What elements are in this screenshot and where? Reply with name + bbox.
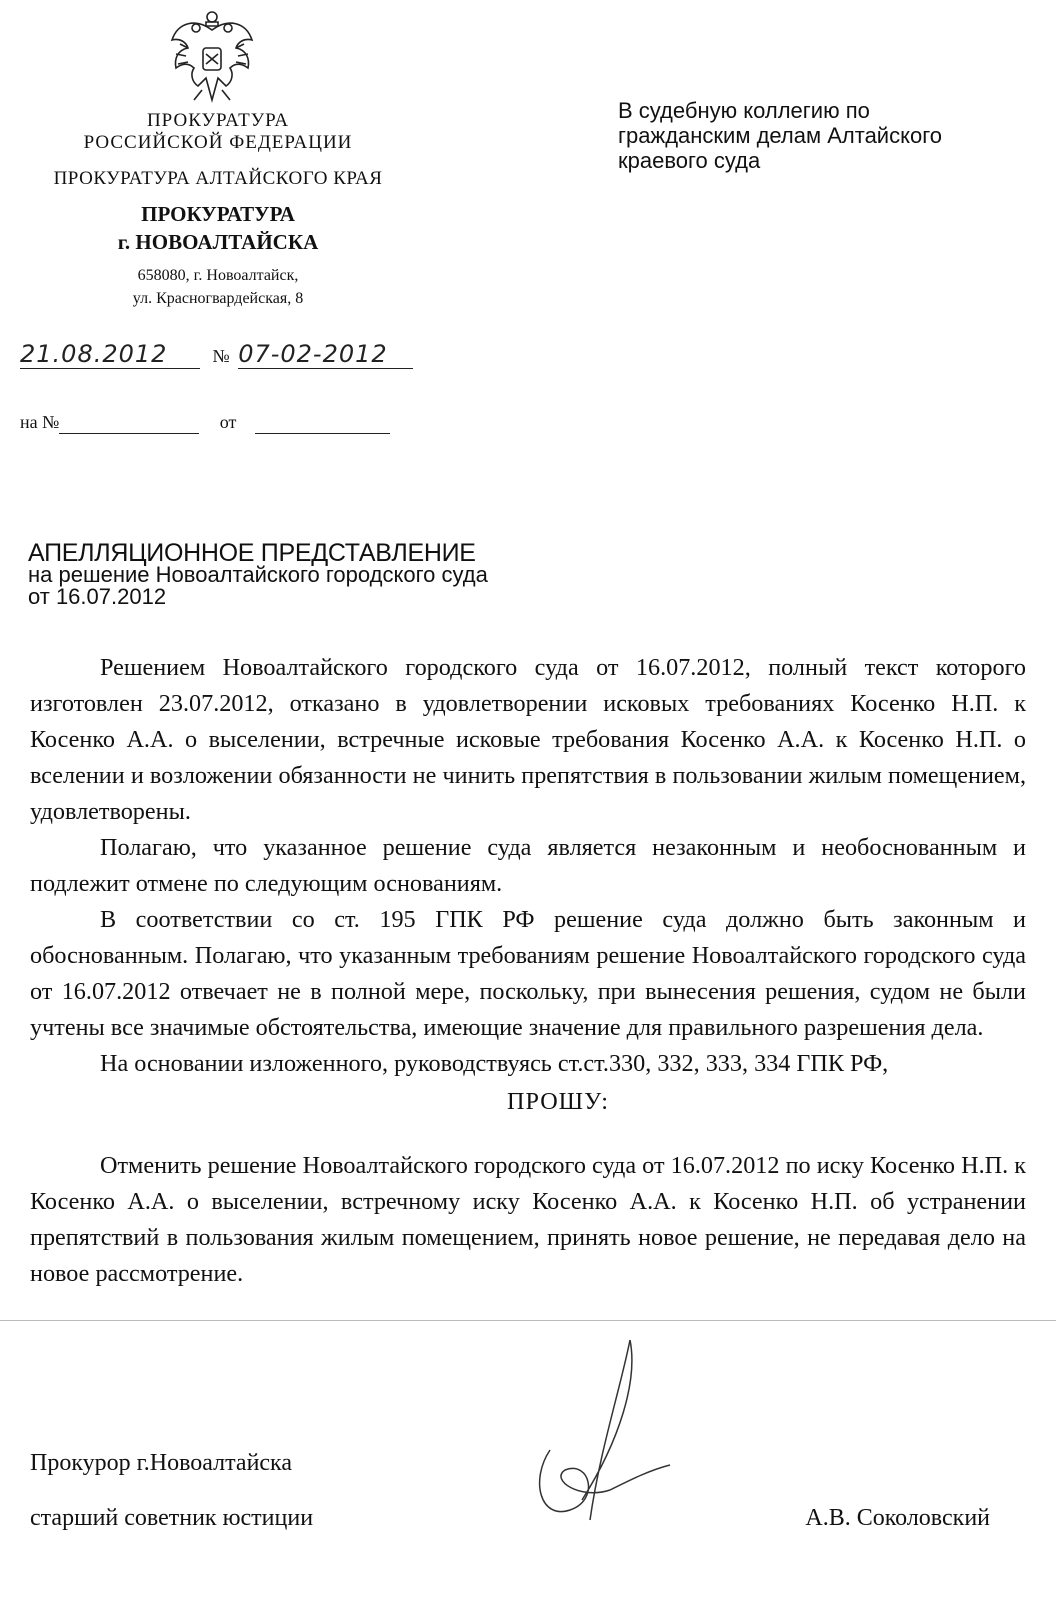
local-line-2: г. НОВОАЛТАЙСКА [117,230,319,254]
body-paragraph-3: В соответствии со ст. 195 ГПК РФ решение суда должно быть законным и обоснованным. Полагаю, что указанным требованиям решение Новоалтайского городского суда от 16.07.2012 отвечает не в полной мере, поскольку, при вынесения решения, судом не были учтены все значимые обстоятельства, имеющие значение для правильного разрешения дела. [30,906,1026,1041]
ref-number-label: на № [20,412,60,432]
org-line-1: ПРОКУРАТУРА [146,110,290,131]
signer-position-2: старший советник юстиции [30,1505,314,1531]
body-paragraph-5: Отменить решение Новоалтайского городского суда от 16.07.2012 по иску Косенко Н.П. к Косенко А.А. о выселении, встречному иску Косенко А.А. к Косенко Н.П. об устранении препятствий в пользования жилым помещением, принять новое решение, не передавая дело на новое рассмотрение. [30,1152,1026,1287]
address-line-1: 658080, г. Новоалтайск, [137,267,299,284]
address-line-2: ул. Красногвардейская, 8 [132,290,304,307]
body-paragraph-2: Полагаю, что указанное решение суда является незаконным и необоснованным и подлежит отмене по следующим основаниям. [30,834,1026,897]
title-sub-2: от 16.07.2012 [28,584,167,609]
registration-number: 07-02-2012 [238,340,413,369]
document-body [30,650,1026,1292]
ref-number-blank [59,412,199,434]
double-headed-eagle-emblem-icon [166,8,258,108]
title-sub-1: на решение Новоалтайского городского суда [28,562,488,587]
addressee-block [618,98,1038,173]
document-title [28,539,648,609]
local-prosecutor-name [28,200,408,256]
signer-row [30,1505,1026,1532]
reference-line [20,412,390,434]
body-paragraph-4: На основании изложенного, руководствуясь ст.ст.330, 332, 333, 334 ГПК РФ, [100,1050,889,1077]
request-heading: ПРОШУ: [506,1088,609,1115]
registration-number-label: № [212,346,230,366]
addressee-line-3: краевого суда [618,148,761,173]
addressee-line-1: В судебную коллегию по [618,98,870,123]
title-heading: АПЕЛЛЯЦИОННОЕ ПРЕДСТАВЛЕНИЕ [28,539,476,567]
regional-prosecutor-name: ПРОКУРАТУРА АЛТАЙСКОГО КРАЯ [53,168,383,189]
scan-fold-line [0,1320,1056,1321]
addressee-line-2: гражданским делам Алтайского [618,123,942,148]
registration-date: 21.08.2012 [20,340,200,369]
registration-line [20,340,440,374]
org-line-2: РОССИЙСКОЙ ФЕДЕРАЦИИ [83,132,353,153]
signer-position-1: Прокурор г.Новоалтайска [30,1450,293,1476]
body-paragraph-1: Решением Новоалтайского городского суда от 16.07.2012, полный текст которого изготовлен 23.07.2012, отказано в удовлетворении исковых требованиях Косенко Н.П. к Косенко А.А. о выселении, встречные исковые требования Косенко А.А. к Косенко Н.П. о вселении и возложении обязанности не чинить препятствия в пользовании жилым помещением, удовлетворены. [30,654,1026,825]
letterhead-address [28,264,408,310]
signer-name: А.В. Соколовский [805,1505,990,1531]
local-line-1: ПРОКУРАТУРА [141,202,295,226]
ref-date-blank [255,412,390,434]
ref-from-label: от [219,412,237,432]
letterhead-org-name [28,110,408,154]
